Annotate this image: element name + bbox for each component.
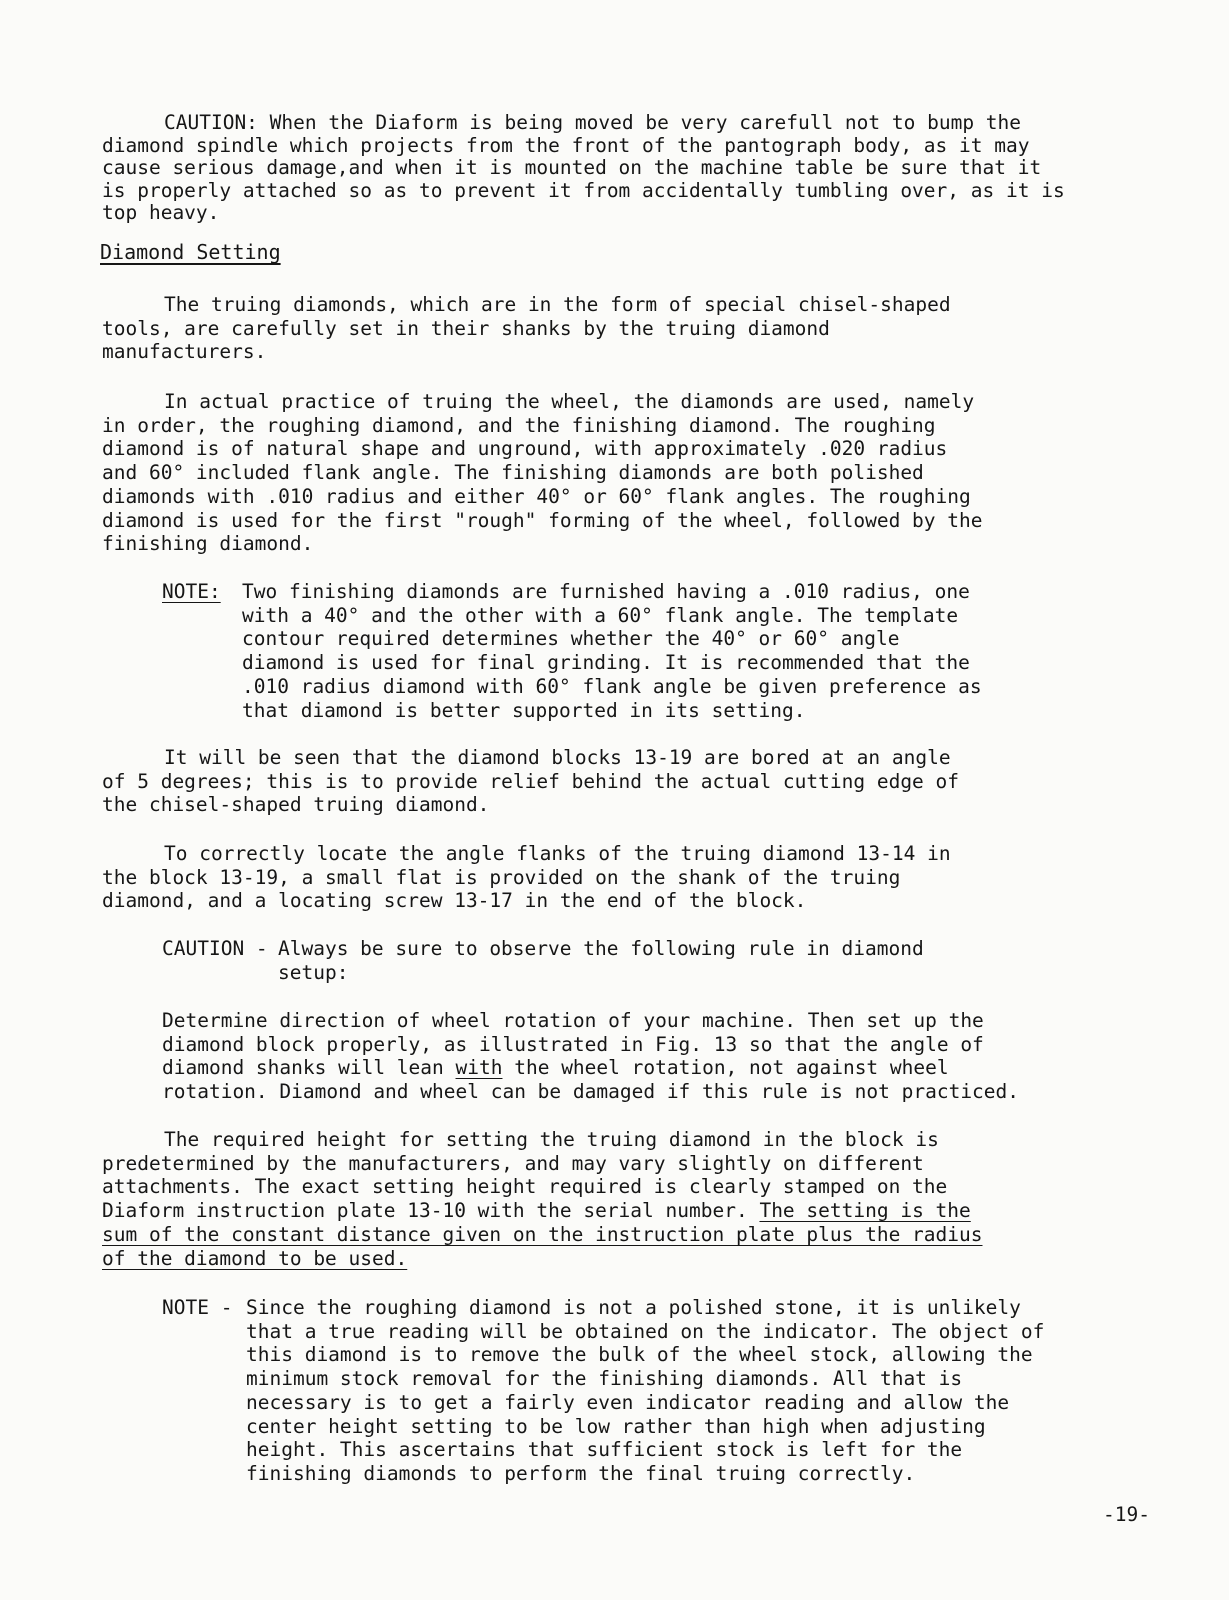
caution-setup-label: CAUTION - (162, 937, 268, 960)
rule-emphasis: with (455, 1056, 503, 1080)
paragraph-truing-diamonds: The truing diamonds, which are in the form of special chisel-shaped tools, are carefully set in their shanks by the truing diamond manufacturers. (102, 293, 951, 364)
paragraph-required-height (102, 1128, 992, 1270)
rule-paragraph (162, 1009, 1042, 1104)
note2-text: Since the roughing diamond is not a polished stone, it is unlikely that a true reading will be obtained on the indicator. The object of this diamond is to remove the bulk of the wheel stock, allowing the minimum stock removal for the finishing diamonds. All that is necessary is to get a fairly even indicator reading and allow the center height setting to be low rather than high when adjusting height. This ascertains that sufficient stock is left for the finishing diamonds to perform the final truing correctly. (246, 1296, 1045, 1485)
note-roughing-diamond (162, 1296, 1052, 1486)
section-heading: Diamond Setting (100, 240, 281, 264)
caution-label: CAUTION: (164, 111, 258, 134)
setting-sum-underlined: The setting is the sum of the constant distance given on the instruction plate plus the radius of the diamond to be used. (102, 1199, 983, 1270)
note-finishing-diamonds (162, 580, 1002, 722)
caution-setup-text: Always be sure to observe the following rule in diamond setup: (278, 937, 924, 984)
note2-label: NOTE - (162, 1296, 233, 1319)
rule-text-after: the wheel rotation, not against wheel rotation. Diamond and wheel can be damaged if this rule is not practiced. (162, 1056, 1020, 1104)
page-number: -19- (1103, 1503, 1150, 1526)
paragraph-diamond-blocks: It will be seen that the diamond blocks 13-19 are bored at an angle of 5 degrees; this is to provide relief behind the actual cutting edge of the chisel-shaped truing diamond. (102, 746, 960, 817)
note-text: Two finishing diamonds are furnished having a .010 radius, one with a 40° and the other with a 60° flank angle. The template contour required determines whether the 40° or 60° angle diamond is used for final grinding. It is recommended that the .010 radius diamond with 60° flank angle be given preference as that diamond is better supported in its setting. (242, 580, 982, 722)
caution-setup (162, 937, 1012, 984)
note-label: NOTE: (162, 580, 221, 603)
caution-text: When the Diaform is being moved be very carefull not to bump the diamond spindle which projects from the front of the pantograph body, as it may cause serious damage,and when it is mounted on the machine table be sure that it is properly attached so as to prevent it from accidentally tumbling over, as it is top heavy. (102, 111, 1065, 224)
rule-text-before: Determine direction of wheel rotation of your machine. Then set up the diamond block properly, as illustrated in Fig. 13 so that the angle of diamond shanks will lean (162, 1009, 984, 1080)
paragraph-practice: In actual practice of truing the wheel, the diamonds are used, namely in order, the roughing diamond, and the finishing diamond. The roughing diamond is of natural shape and unground, with approximately .020 radius and 60° included flank angle. The finishing diamonds are both polished diamonds with .010 radius and either 40° or 60° flank angles. The roughing diamond is used for the first "rough" forming of the wheel, followed by the finishing diamond. (102, 390, 983, 556)
required-height-text: The required height for setting the truing diamond in the block is predetermined by the manufacturers, and may vary slightly on different attachments. The exact setting height required is clearly stamped on the Diaform instruction plate 13-10 with the serial number. (102, 1128, 948, 1223)
paragraph-locate-flanks: To correctly locate the angle flanks of the truing diamond 13-14 in the block 13-19, a small flat is provided on the shank of the truing diamond, and a locating screw 13-17 in the end of the block. (102, 842, 951, 913)
caution-paragraph (102, 112, 1072, 225)
